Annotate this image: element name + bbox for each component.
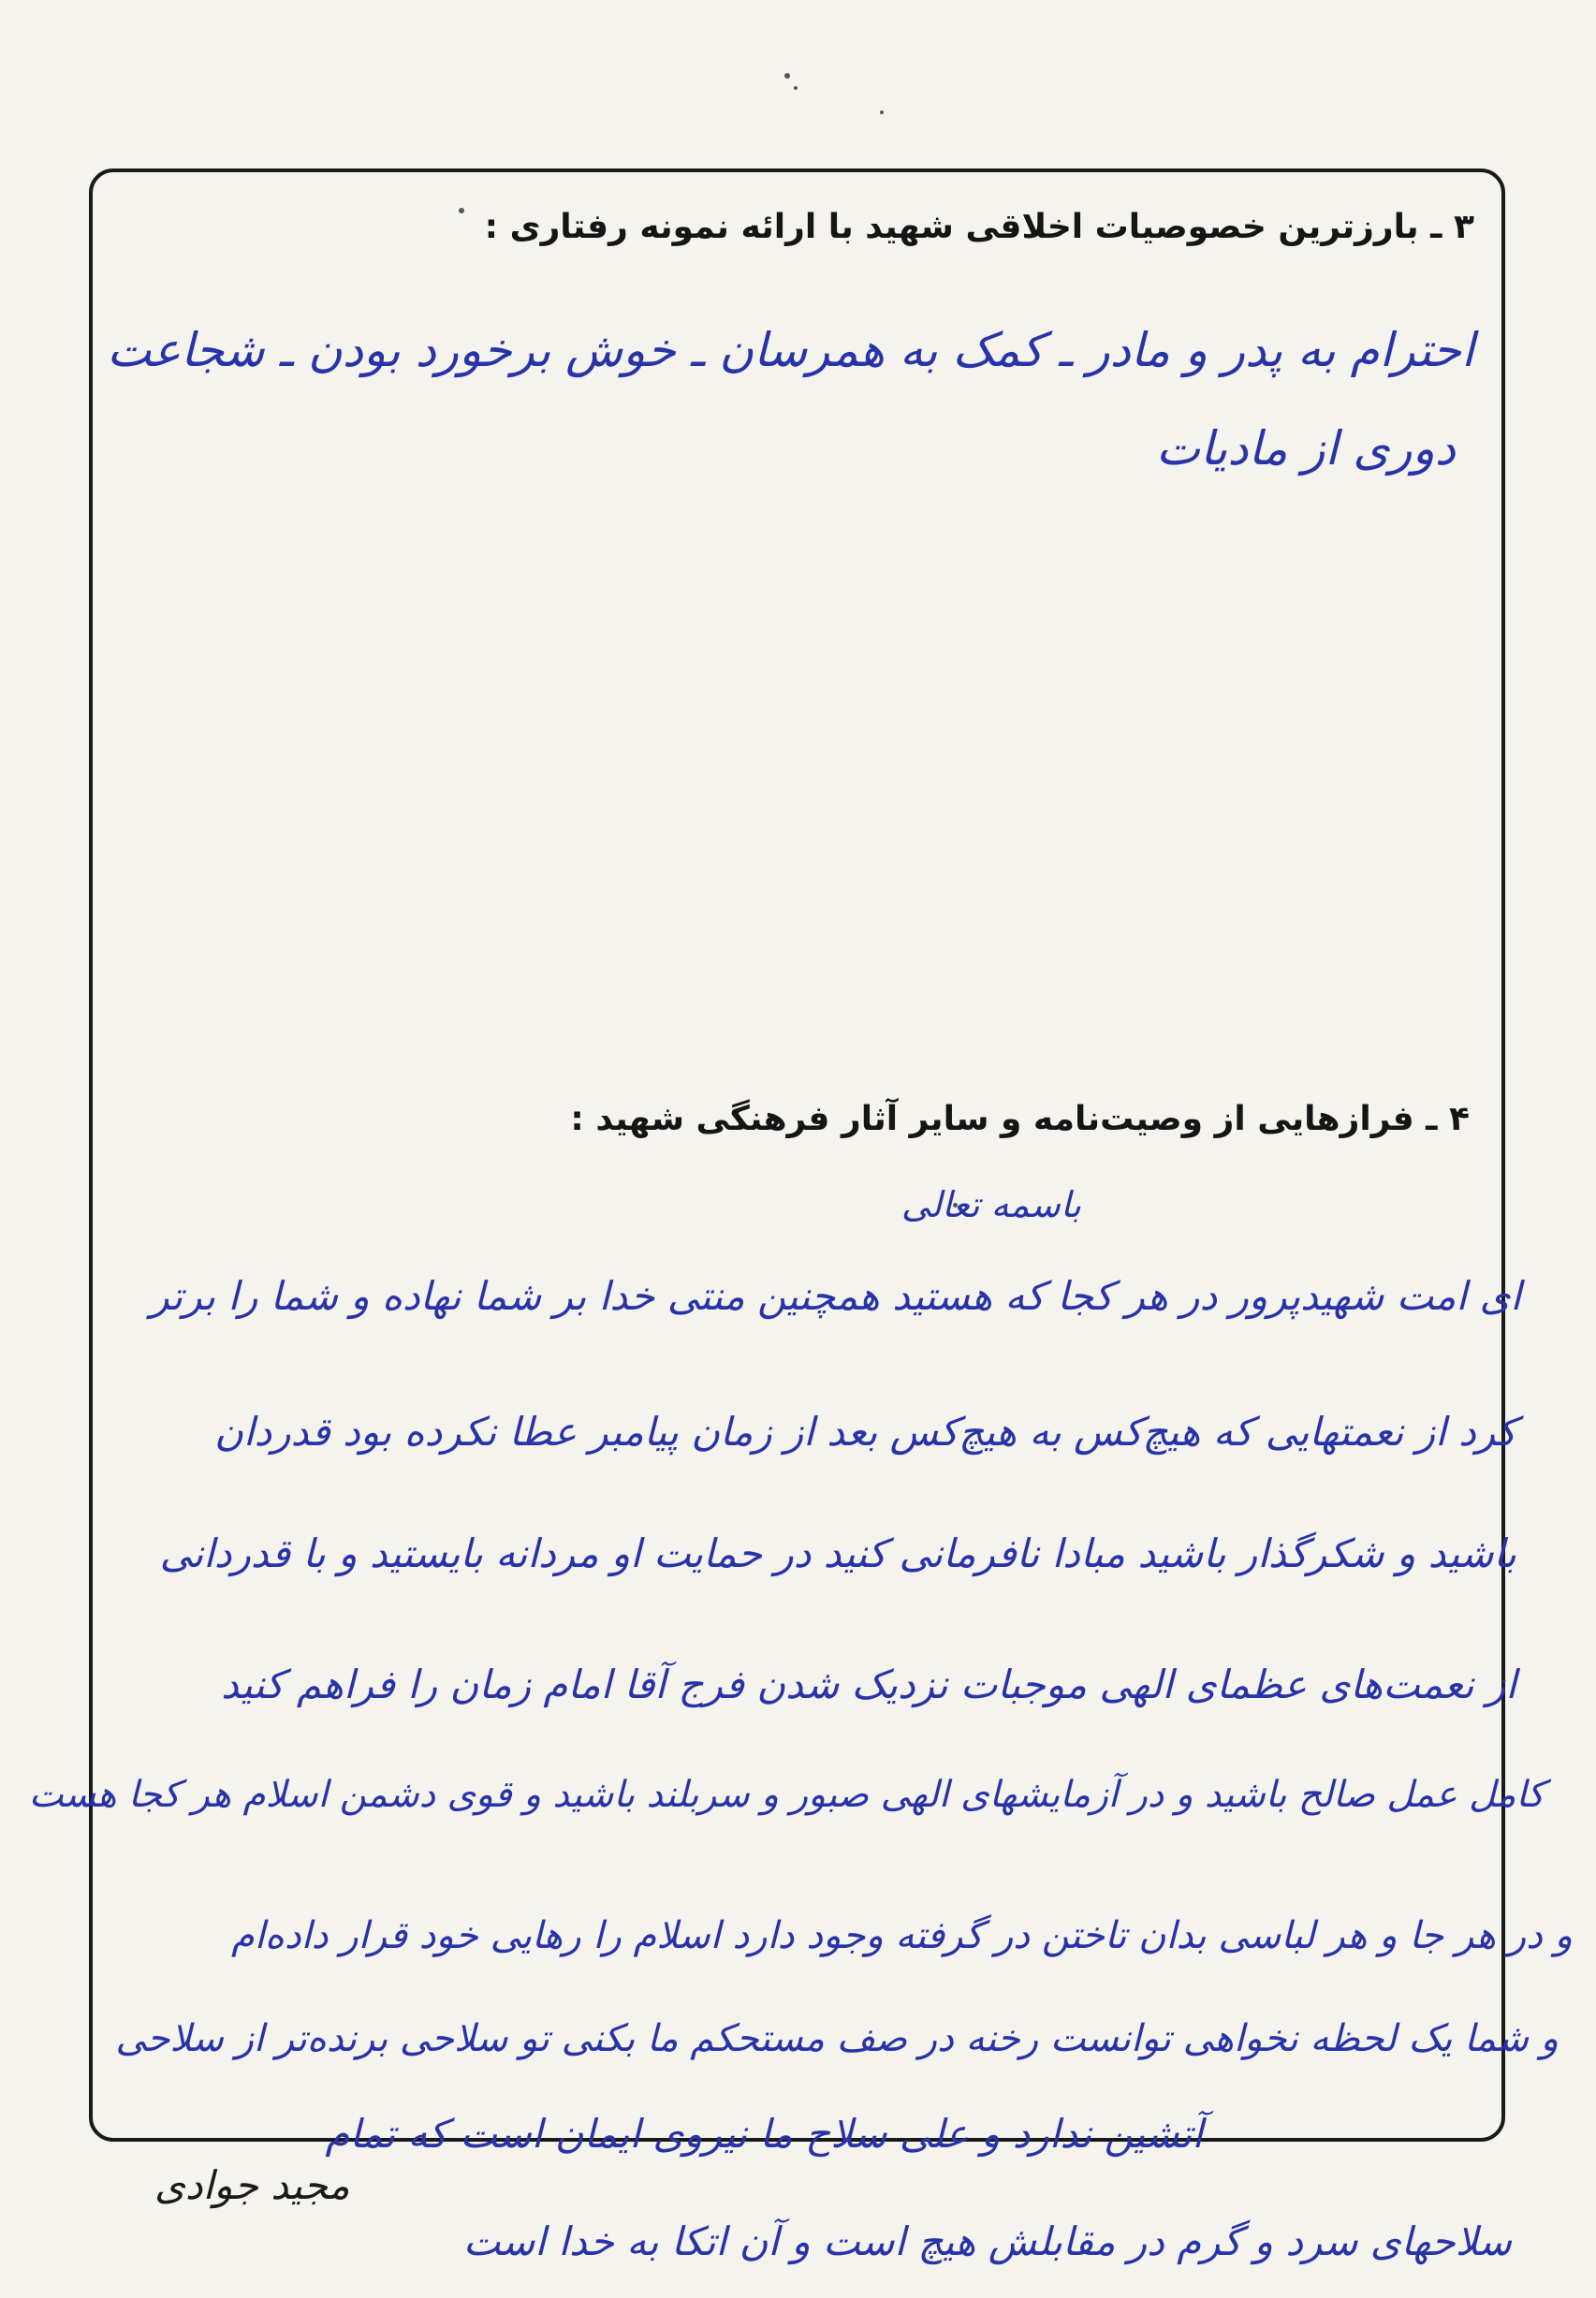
- section4-heading: ۴ ـ فرازهایی از وصیت‌نامه و سایر آثار فرهنگی شهید :: [570, 1100, 1470, 1138]
- will-line: و در هر جا و هر لباسی بدان تاختن در گرفته وجود دارد اسلام را رهایی خود قرار داده‌ام: [231, 1914, 1573, 1957]
- will-line: سلاحهای سرد و گرم در مقابلش هیچ است و آن اتکا به خدا است: [462, 2218, 1512, 2264]
- will-line: و شما یک لحظه نخواهی توانست رخنه در صف مستحکم ما بکنی تو سلاحی برنده‌تر از سلاحی: [115, 2017, 1559, 2060]
- opening-invocation: باسمه تعالی: [900, 1184, 1081, 1225]
- signature: مجید جوادی: [154, 2162, 350, 2208]
- section3-answer-line: احترام به پدر و مادر ـ کمک به همرسان ـ خوش برخورد بودن ـ شجاعت: [107, 323, 1474, 377]
- paper-speck: [880, 110, 884, 114]
- will-line: کرد از نعمتهایی که هیچ‌کس به هیچ‌کس بعد از زمان پیامبر عطا نکرده بود قدردان: [214, 1409, 1516, 1455]
- paper-speck: [459, 208, 464, 213]
- will-line: باشید و شکرگذار باشید مبادا نافرمانی کنید در حمایت او مردانه بایستید و با قدردانی: [159, 1530, 1516, 1576]
- will-line: ای امت شهیدپرور در هر کجا که هستید همچنین منتی خدا بر شما نهاده و شما را برتر: [150, 1273, 1521, 1319]
- paper-speck: [784, 73, 790, 79]
- will-line: کامل عمل صالح باشید و در آزمایشهای الهی صبور و سربلند باشید و قوی دشمن اسلام هر کجا هست: [28, 1774, 1545, 1816]
- section3-heading: ۳ ـ بارزترین خصوصیات اخلاقی شهید با ارائه نمونه رفتاری :: [484, 208, 1474, 246]
- section3-answer-line: دوری از مادیات: [1155, 421, 1456, 476]
- will-line: آتشین ندارد و علی سلاح ما نیروی ایمان است که تمام: [325, 2111, 1203, 2157]
- will-line: از نعمت‌های عظمای الهی موجبات نزدیک شدن فرج آقا امام زمان را فراهم کنید: [221, 1661, 1516, 1707]
- paper-speck: [794, 86, 798, 90]
